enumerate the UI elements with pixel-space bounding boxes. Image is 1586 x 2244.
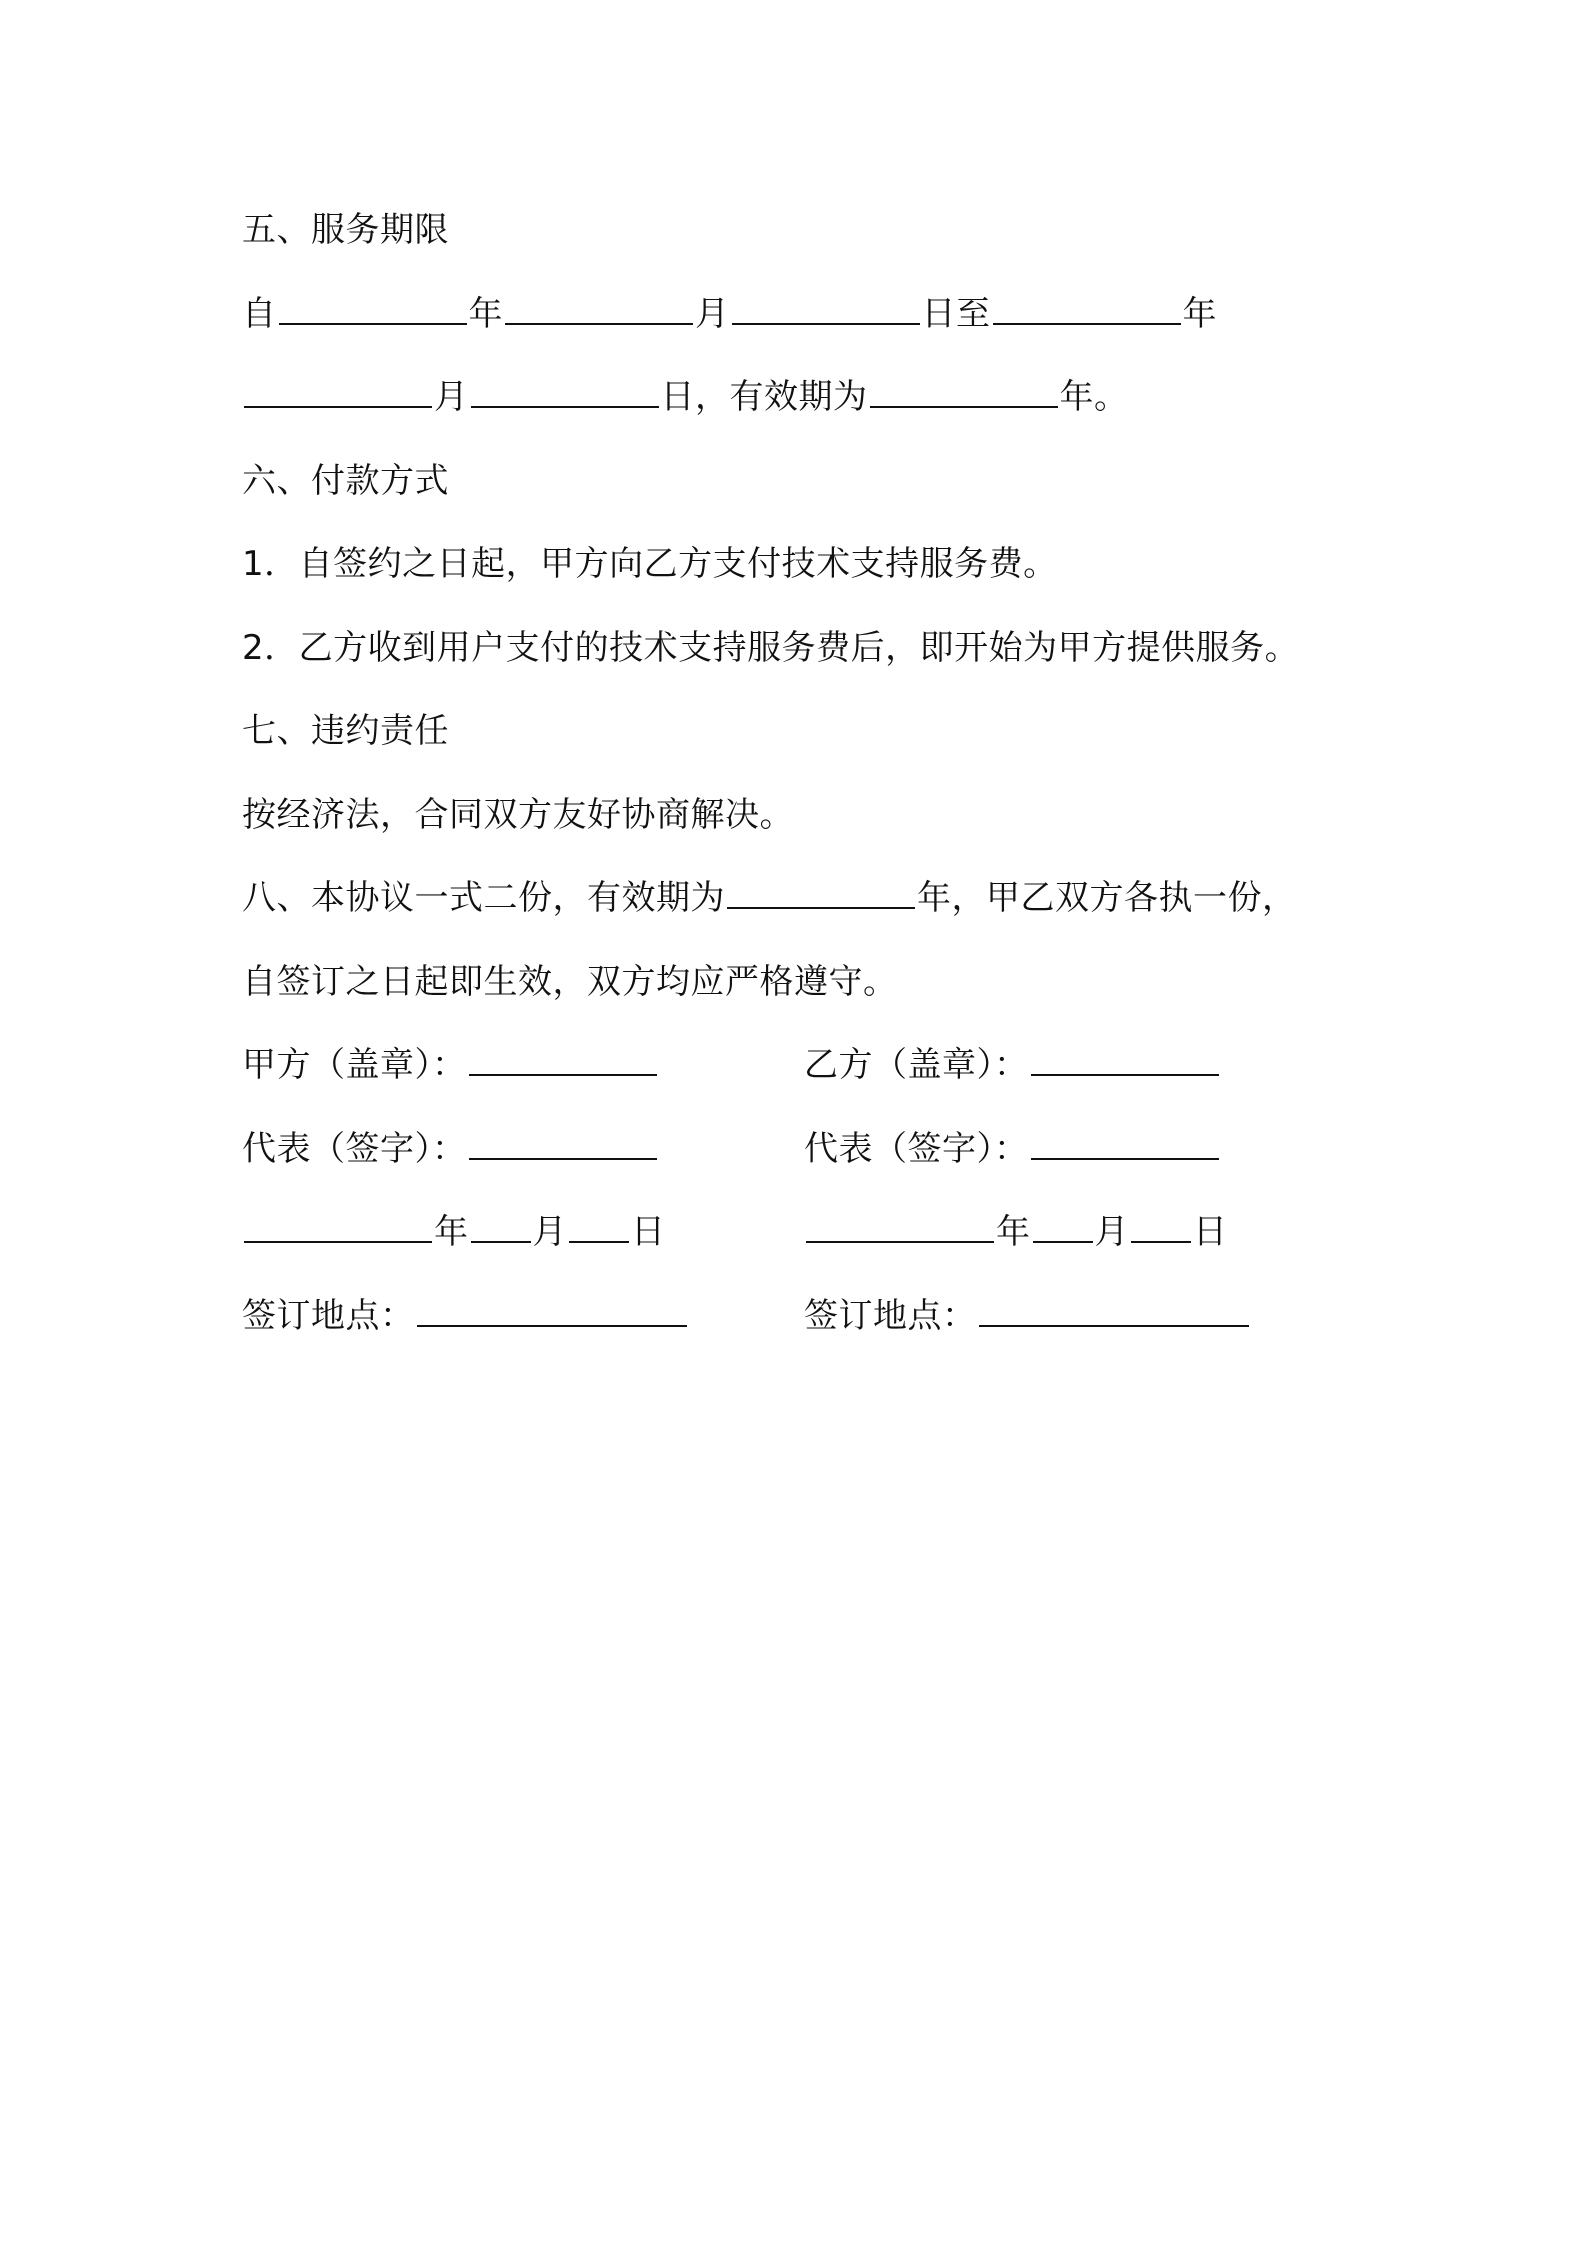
- party-b-day-blank: [1131, 1205, 1191, 1243]
- section-6-heading: [242, 449, 1392, 533]
- party-a-day-blank: [569, 1205, 629, 1243]
- date-row: [242, 1200, 1392, 1284]
- payment-item-2: [242, 616, 1392, 700]
- party-a-place-label: 签订地点：: [242, 1295, 415, 1336]
- year-label: 年: [468, 293, 503, 334]
- party-a-place-blank: [417, 1289, 687, 1327]
- validity-label: 日，有效期为: [660, 377, 868, 417]
- party-a-year-blank: [244, 1205, 432, 1243]
- end-year-label: 年: [1182, 293, 1217, 334]
- party-a-seal-label: 甲方（盖章）：: [242, 1045, 467, 1085]
- liability-text: 按经济法，合同双方友好协商解决。: [242, 794, 794, 835]
- section-7-heading-text: 七、违约责任: [242, 711, 449, 751]
- start-day-blank: [732, 287, 920, 325]
- party-b-date: [804, 1200, 1364, 1264]
- party-a-month-blank: [471, 1205, 531, 1243]
- validity-year-label: 年。: [1059, 377, 1129, 417]
- payment-item-2-text: 2．乙方收到用户支付的技术支持服务费后，即开始为甲方提供服务。: [242, 627, 1300, 668]
- party-a-place: [242, 1284, 804, 1348]
- party-a-representative: [242, 1117, 804, 1181]
- party-a-month-label: 月: [532, 1212, 567, 1252]
- end-month-label: 月: [434, 377, 469, 417]
- party-b-rep-label: 代表（签字）：: [804, 1128, 1029, 1169]
- party-a-rep-label: 代表（签字）：: [242, 1128, 467, 1169]
- from-label: 自: [242, 293, 277, 334]
- section-5-heading-text: 五、服务期限: [242, 210, 449, 250]
- party-a-year-label: 年: [434, 1212, 469, 1252]
- party-b-month-blank: [1033, 1205, 1093, 1243]
- section-8-text-c: 自签订之日起即生效，双方均应严格遵守。: [242, 961, 898, 1002]
- party-b-seal-blank: [1031, 1038, 1219, 1076]
- party-b-rep-blank: [1031, 1122, 1219, 1160]
- agreement-validity-blank: [727, 871, 915, 909]
- party-a-rep-blank: [469, 1122, 657, 1160]
- section-8-text-a: 八、本协议一式二份，有效期为: [242, 878, 725, 918]
- month-label: 月: [695, 293, 730, 334]
- representative-row: [242, 1117, 1392, 1201]
- section-8-line-1: [242, 866, 1392, 950]
- section-5-heading: [242, 198, 1392, 282]
- party-b-representative: [804, 1117, 1364, 1181]
- party-b-year-label: 年: [996, 1212, 1031, 1252]
- liability-paragraph: [242, 783, 1392, 867]
- payment-item-1-text: 1．自签约之日起，甲方向乙方支付技术支持服务费。: [242, 544, 1058, 584]
- party-a-seal: [242, 1033, 804, 1097]
- party-b-day-label: 日: [1193, 1212, 1228, 1252]
- party-b-place-label: 签订地点：: [804, 1295, 977, 1336]
- end-month-blank: [244, 370, 432, 408]
- party-b-seal: [804, 1033, 1364, 1097]
- party-a-seal-blank: [469, 1038, 657, 1076]
- party-a-date: [242, 1200, 804, 1264]
- start-month-blank: [505, 287, 693, 325]
- start-year-blank: [279, 287, 467, 325]
- place-row: [242, 1284, 1392, 1368]
- party-b-place: [804, 1284, 1364, 1348]
- section-6-heading-text: 六、付款方式: [242, 460, 449, 501]
- party-a-day-label: 日: [631, 1212, 666, 1252]
- service-period-line-1: [242, 282, 1392, 366]
- seal-row: [242, 1033, 1392, 1117]
- party-b-year-blank: [806, 1205, 994, 1243]
- payment-item-1: [242, 532, 1392, 616]
- section-8-line-2: [242, 950, 1392, 1034]
- service-period-line-2: [242, 365, 1392, 449]
- party-b-place-blank: [979, 1289, 1249, 1327]
- section-7-heading: [242, 699, 1392, 783]
- day-to-label: 日至: [921, 293, 991, 334]
- party-b-seal-label: 乙方（盖章）：: [804, 1045, 1029, 1085]
- end-day-blank: [471, 370, 659, 408]
- end-year-blank: [993, 287, 1181, 325]
- party-b-month-label: 月: [1094, 1212, 1129, 1252]
- section-8-text-b: 年，甲乙双方各执一份，: [917, 878, 1297, 918]
- validity-years-blank: [870, 370, 1058, 408]
- document-body: [242, 198, 1392, 1367]
